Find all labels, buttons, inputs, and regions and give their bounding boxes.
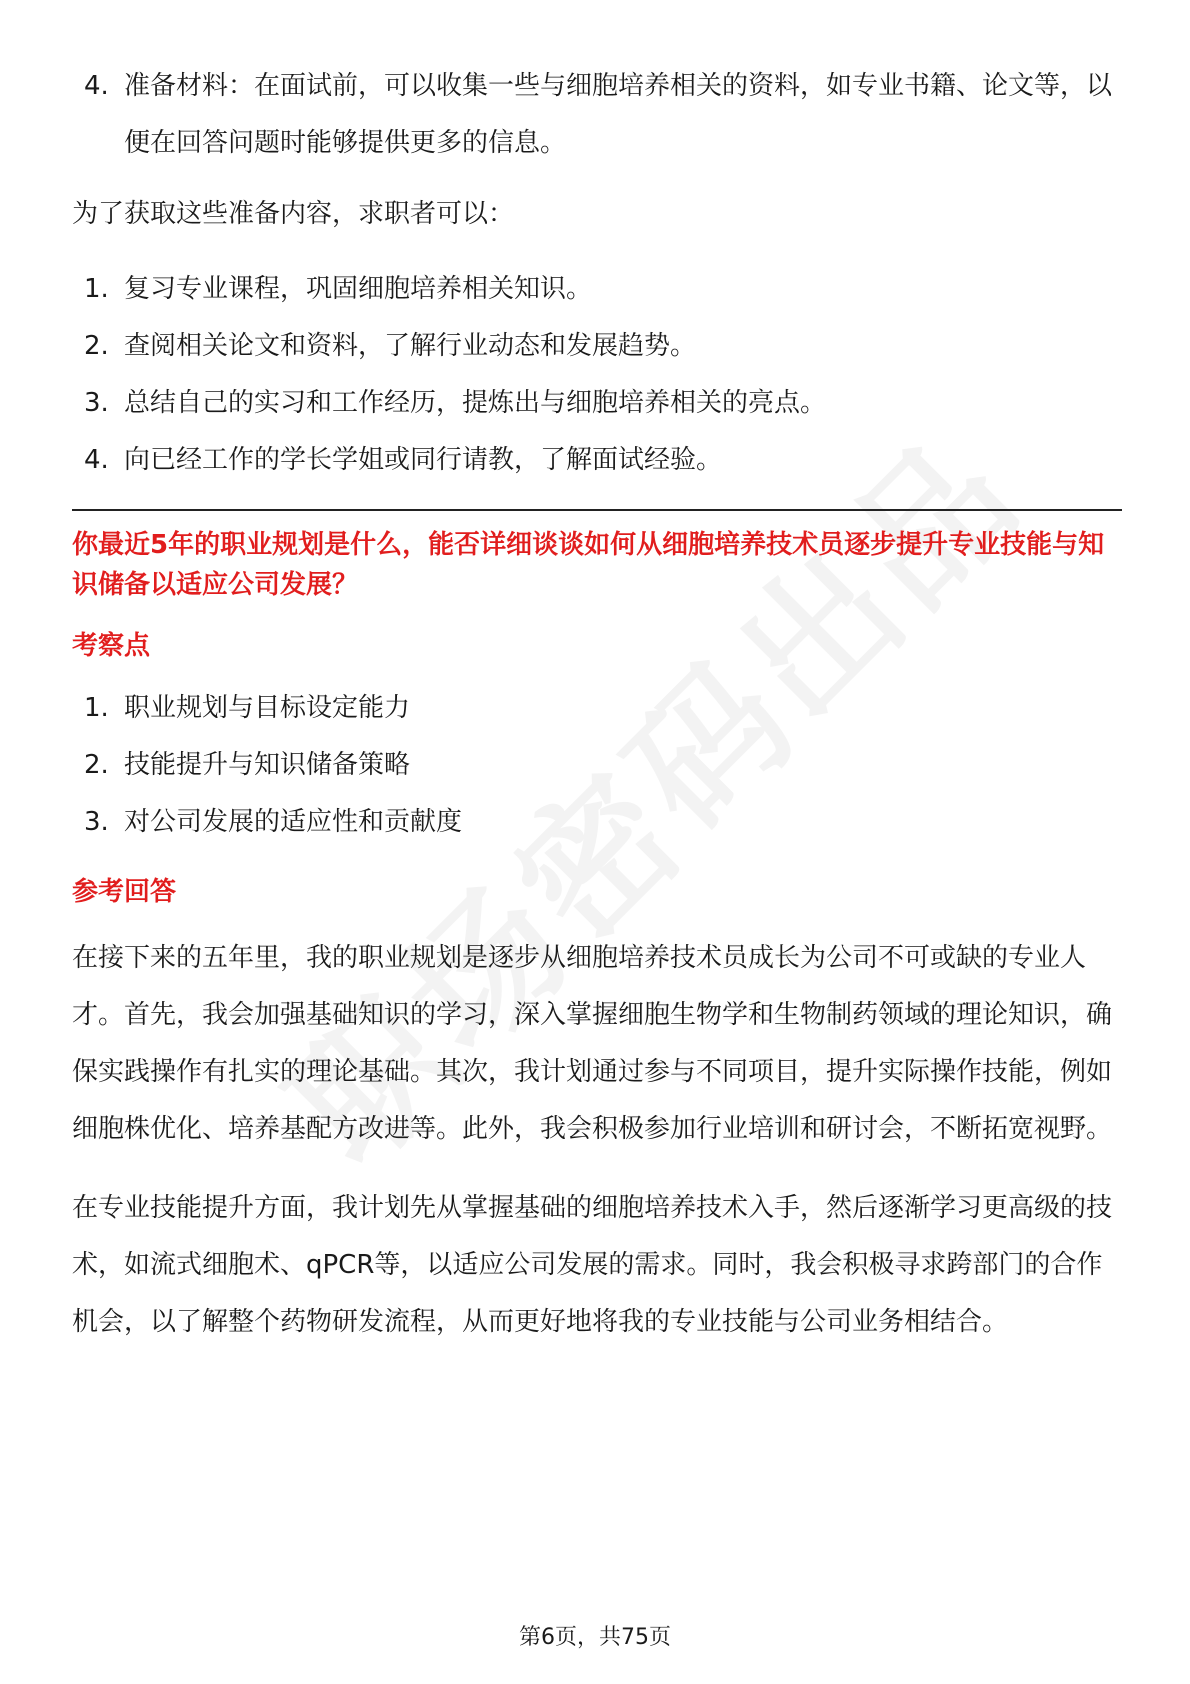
how-to-intro: 为了获取这些准备内容，求职者可以：	[72, 199, 515, 229]
list-number: 2.	[84, 331, 109, 361]
prep-list-continued	[72, 58, 1122, 172]
list-item	[72, 737, 1122, 794]
list-item	[72, 261, 1122, 318]
list-text: 总结自己的实习和工作经历，提炼出与细胞培养相关的亮点。	[124, 388, 827, 418]
list-text: 复习专业课程，巩固细胞培养相关知识。	[124, 274, 593, 304]
interview-question: 你最近5年的职业规划是什么，能否详细谈谈如何从细胞培养技术员逐步提升专业技能与知识储备以适应公司发展？	[72, 530, 1105, 600]
assessment-list	[72, 680, 1122, 851]
assessment-heading: 考察点	[72, 631, 151, 661]
list-item	[72, 375, 1122, 432]
list-item	[72, 794, 1122, 851]
list-number: 3.	[84, 807, 109, 837]
list-number: 3.	[84, 388, 109, 418]
answer-paragraph: 在专业技能提升方面，我计划先从掌握基础的细胞培养技术入手，然后逐渐学习更高级的技术，如流式细胞术、qPCR等，以适应公司发展的需求。同时，我会积极寻求跨部门的合作机会，以了解整个药物研发流程，从而更好地将我的专业技能与公司业务相结合。	[72, 1193, 1113, 1337]
list-item	[72, 680, 1122, 737]
list-text: 对公司发展的适应性和贡献度	[124, 807, 463, 837]
page-number: 第6页，共75页	[519, 1625, 671, 1650]
list-number: 1.	[84, 274, 109, 304]
list-number: 4.	[84, 71, 109, 101]
list-text: 查阅相关论文和资料，了解行业动态和发展趋势。	[124, 331, 697, 361]
list-number: 1.	[84, 693, 109, 723]
list-number: 4.	[84, 445, 109, 475]
list-text: 向已经工作的学长学姐或同行请教，了解面试经验。	[124, 445, 723, 475]
answer-heading: 参考回答	[72, 877, 177, 907]
section-divider	[72, 509, 1122, 511]
list-number: 2.	[84, 750, 109, 780]
list-item	[72, 432, 1122, 489]
list-text: 技能提升与知识储备策略	[124, 750, 411, 780]
list-item	[72, 318, 1122, 375]
page-content	[72, 58, 1122, 1351]
list-text: 准备材料：在面试前，可以收集一些与细胞培养相关的资料，如专业书籍、论文等，以便在回答问题时能够提供更多的信息。	[124, 71, 1113, 158]
how-to-list	[72, 261, 1122, 489]
list-item	[72, 58, 1122, 172]
answer-paragraph: 在接下来的五年里，我的职业规划是逐步从细胞培养技术员成长为公司不可或缺的专业人才。首先，我会加强基础知识的学习，深入掌握细胞生物学和生物制药领域的理论知识，确保实践操作有扎实的理论基础。其次，我计划通过参与不同项目，提升实际操作技能，例如细胞株优化、培养基配方改进等。此外，我会积极参加行业培训和研讨会，不断拓宽视野。	[72, 943, 1113, 1144]
list-text: 职业规划与目标设定能力	[124, 693, 411, 723]
